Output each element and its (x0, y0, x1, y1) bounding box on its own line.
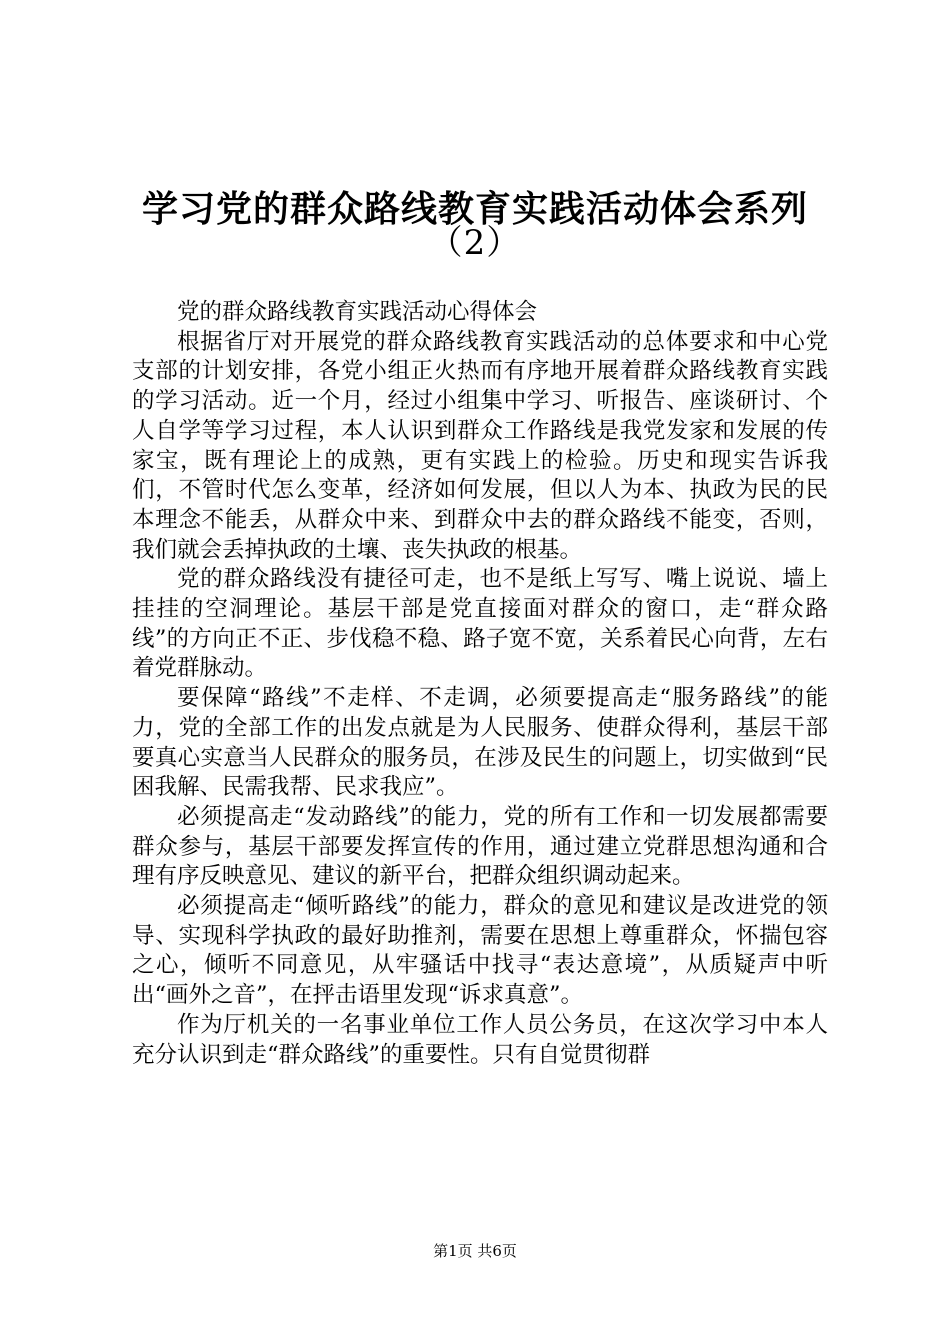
page-number-footer: 第1页 共6页 (433, 1242, 517, 1260)
paragraph: 要保障“路线”不走样、不走调，必须要提高走“服务路线”的能力，党的全部工作的出发点就是为人民服务、使群众得利，基层干部要真心实意当人民群众的服务员，在涉及民生的问题上，切实做到“民困我解、民需我帮、民求我应”。 (132, 685, 828, 801)
paragraph: 必须提高走“发动路线”的能力，党的所有工作和一切发展都需要群众参与，基层干部要发挥宣传的作用，通过建立党群思想沟通和合理有序反映意见、建议的新平台，把群众组织调动起来。 (132, 803, 828, 890)
document-title-part: （2） (428, 223, 522, 263)
paragraph: 根据省厅对开展党的群众路线教育实践活动的总体要求和中心党支部的计划安排，各党小组正火热而有序地开展着群众路线教育实践的学习活动。近一个月，经过小组集中学习、听报告、座谈研讨、个人自学等学习过程，本人认识到群众工作路线是我党发家和发展的传家宝，既有理论上的成熟，更有实践上的检验。历史和现实告诉我们，不管时代怎么变革，经济如何发展，但以人为本、执政为民的民本理念不能丢，从群众中来、到群众中去的群众路线不能变，否则，我们就会丢掉执政的土壤、丧失执政的根基。 (132, 328, 828, 563)
document-title: 学习党的群众路线教育实践活动体会系列 (141, 188, 808, 230)
document-body (132, 298, 828, 1070)
paragraph-subtitle: 党的群众路线教育实践活动心得体会 (177, 299, 538, 325)
paragraph: 作为厅机关的一名事业单位工作人员公务员，在这次学习中本人充分认识到走“群众路线”的重要性。只有自觉贯彻群 (132, 1011, 828, 1068)
paragraph: 党的群众路线没有捷径可走，也不是纸上写写、嘴上说说、墙上挂挂的空洞理论。基层干部是党直接面对群众的窗口，走“群众路线”的方向正不正、步伐稳不稳、路子宽不宽，关系着民心向背，左右着党群脉动。 (132, 566, 828, 682)
paragraph: 必须提高走“倾听路线”的能力，群众的意见和建议是改进党的领导、实现科学执政的最好助推剂，需要在思想上尊重群众，怀揣包容之心，倾听不同意见，从牢骚话中找寻“表达意境”，从质疑声中听出“画外之音”，在抨击语里发现“诉求真意”。 (132, 893, 828, 1009)
